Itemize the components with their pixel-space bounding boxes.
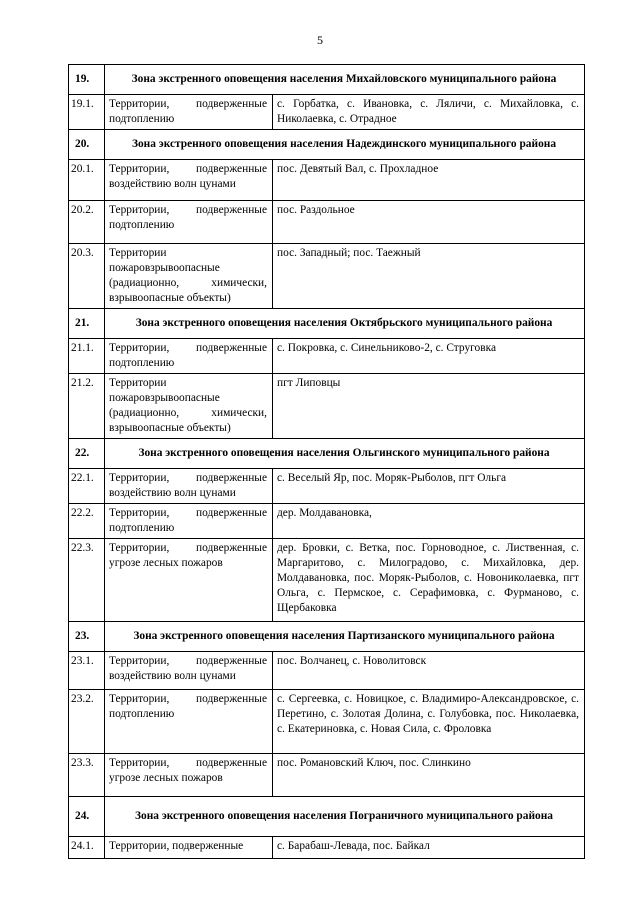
settlements-list: пос. Западный; пос. Таежный — [273, 244, 585, 309]
row-number: 24.1. — [69, 837, 105, 859]
row-number: 19.1. — [69, 95, 105, 130]
section-header-row — [69, 65, 585, 95]
settlements-list: пос. Раздольное — [273, 201, 585, 244]
section-number: 22. — [69, 439, 105, 469]
settlements-list: пос. Девятый Вал, с. Прохладное — [273, 160, 585, 201]
territory-type: Территории, подверженные воздействию волн цунами — [105, 469, 273, 504]
section-number: 19. — [69, 65, 105, 95]
row-number: 23.3. — [69, 754, 105, 797]
row-number: 23.1. — [69, 652, 105, 690]
territory-type: Территории пожаровзрывоопасные (радиационно, химически, взрывоопасные объекты) — [105, 244, 273, 309]
territory-type: Территории, подверженные подтоплению — [105, 201, 273, 244]
section-header-row — [69, 309, 585, 339]
row-number: 20.2. — [69, 201, 105, 244]
territory-type: Территории, подверженные подтоплению — [105, 504, 273, 539]
section-number: 24. — [69, 797, 105, 837]
table-row — [69, 754, 585, 797]
row-number: 21.1. — [69, 339, 105, 374]
row-number: 22.2. — [69, 504, 105, 539]
settlements-list: пгт Липовцы — [273, 374, 585, 439]
settlements-list: дер. Молдавановка, — [273, 504, 585, 539]
row-number: 23.2. — [69, 690, 105, 754]
table-row — [69, 339, 585, 374]
settlements-list: с. Барабаш-Левада, пос. Байкал — [273, 837, 585, 859]
table-row — [69, 469, 585, 504]
territory-type: Территории, подверженные подтоплению — [105, 95, 273, 130]
table-row — [69, 374, 585, 439]
section-title: Зона экстренного оповещения населения Октябрьского муниципального района — [105, 309, 585, 339]
section-title: Зона экстренного оповещения населения Партизанского муниципального района — [105, 622, 585, 652]
section-number: 21. — [69, 309, 105, 339]
row-number: 22.3. — [69, 539, 105, 622]
table-row — [69, 201, 585, 244]
territory-type: Территории, подверженные воздействию волн цунами — [105, 160, 273, 201]
table-row — [69, 244, 585, 309]
zones-table — [68, 64, 585, 859]
row-number: 21.2. — [69, 374, 105, 439]
settlements-list: дер. Бровки, с. Ветка, пос. Горноводное, с. Лиственная, с. Маргаритово, с. Милоградово, с. Михайловка, дер. Молдавановка, пос. Моряк-Рыболов, с. Новониколаевка, пгт Ольга, с. Пермское, с. Серафимовка, с. Фурманово, с. Щербаковка — [273, 539, 585, 622]
section-number: 23. — [69, 622, 105, 652]
territory-type: Территории, подверженные подтоплению — [105, 690, 273, 754]
table-row — [69, 690, 585, 754]
territory-type: Территории, подверженные — [105, 837, 273, 859]
settlements-list: с. Сергеевка, с. Новицкое, с. Владимиро-Александровское, с. Перетино, с. Золотая Долина, с. Голубовка, пос. Николаевка, с. Екатериновка, с. Новая Сила, с. Фроловка — [273, 690, 585, 754]
section-title: Зона экстренного оповещения населения Ольгинского муниципального района — [105, 439, 585, 469]
settlements-list: с. Горбатка, с. Ивановка, с. Ляличи, с. Михайловка, с. Николаевка, с. Отрадное — [273, 95, 585, 130]
territory-type: Территории, подверженные угрозе лесных пожаров — [105, 539, 273, 622]
row-number: 20.1. — [69, 160, 105, 201]
table-row — [69, 652, 585, 690]
table-row — [69, 160, 585, 201]
section-title: Зона экстренного оповещения населения Надеждинского муниципального района — [105, 130, 585, 160]
section-header-row — [69, 439, 585, 469]
settlements-list: пос. Романовский Ключ, пос. Слинкино — [273, 754, 585, 797]
table-row — [69, 539, 585, 622]
section-header-row — [69, 797, 585, 837]
table-row — [69, 504, 585, 539]
table-row — [69, 837, 585, 859]
section-title: Зона экстренного оповещения населения Михайловского муниципального района — [105, 65, 585, 95]
section-number: 20. — [69, 130, 105, 160]
territory-type: Территории, подверженные подтоплению — [105, 339, 273, 374]
territory-type: Территории пожаровзрывоопасные (радиационно, химически, взрывоопасные объекты) — [105, 374, 273, 439]
settlements-list: с. Веселый Яр, пос. Моряк-Рыболов, пгт Ольга — [273, 469, 585, 504]
table-row — [69, 95, 585, 130]
territory-type: Территории, подверженные угрозе лесных пожаров — [105, 754, 273, 797]
section-header-row — [69, 130, 585, 160]
settlements-list: с. Покровка, с. Синельниково-2, с. Струговка — [273, 339, 585, 374]
row-number: 22.1. — [69, 469, 105, 504]
page-number: 5 — [317, 33, 323, 47]
territory-type: Территории, подверженные воздействию волн цунами — [105, 652, 273, 690]
section-header-row — [69, 622, 585, 652]
row-number: 20.3. — [69, 244, 105, 309]
settlements-list: пос. Волчанец, с. Новолитовск — [273, 652, 585, 690]
section-title: Зона экстренного оповещения населения Пограничного муниципального района — [105, 797, 585, 837]
